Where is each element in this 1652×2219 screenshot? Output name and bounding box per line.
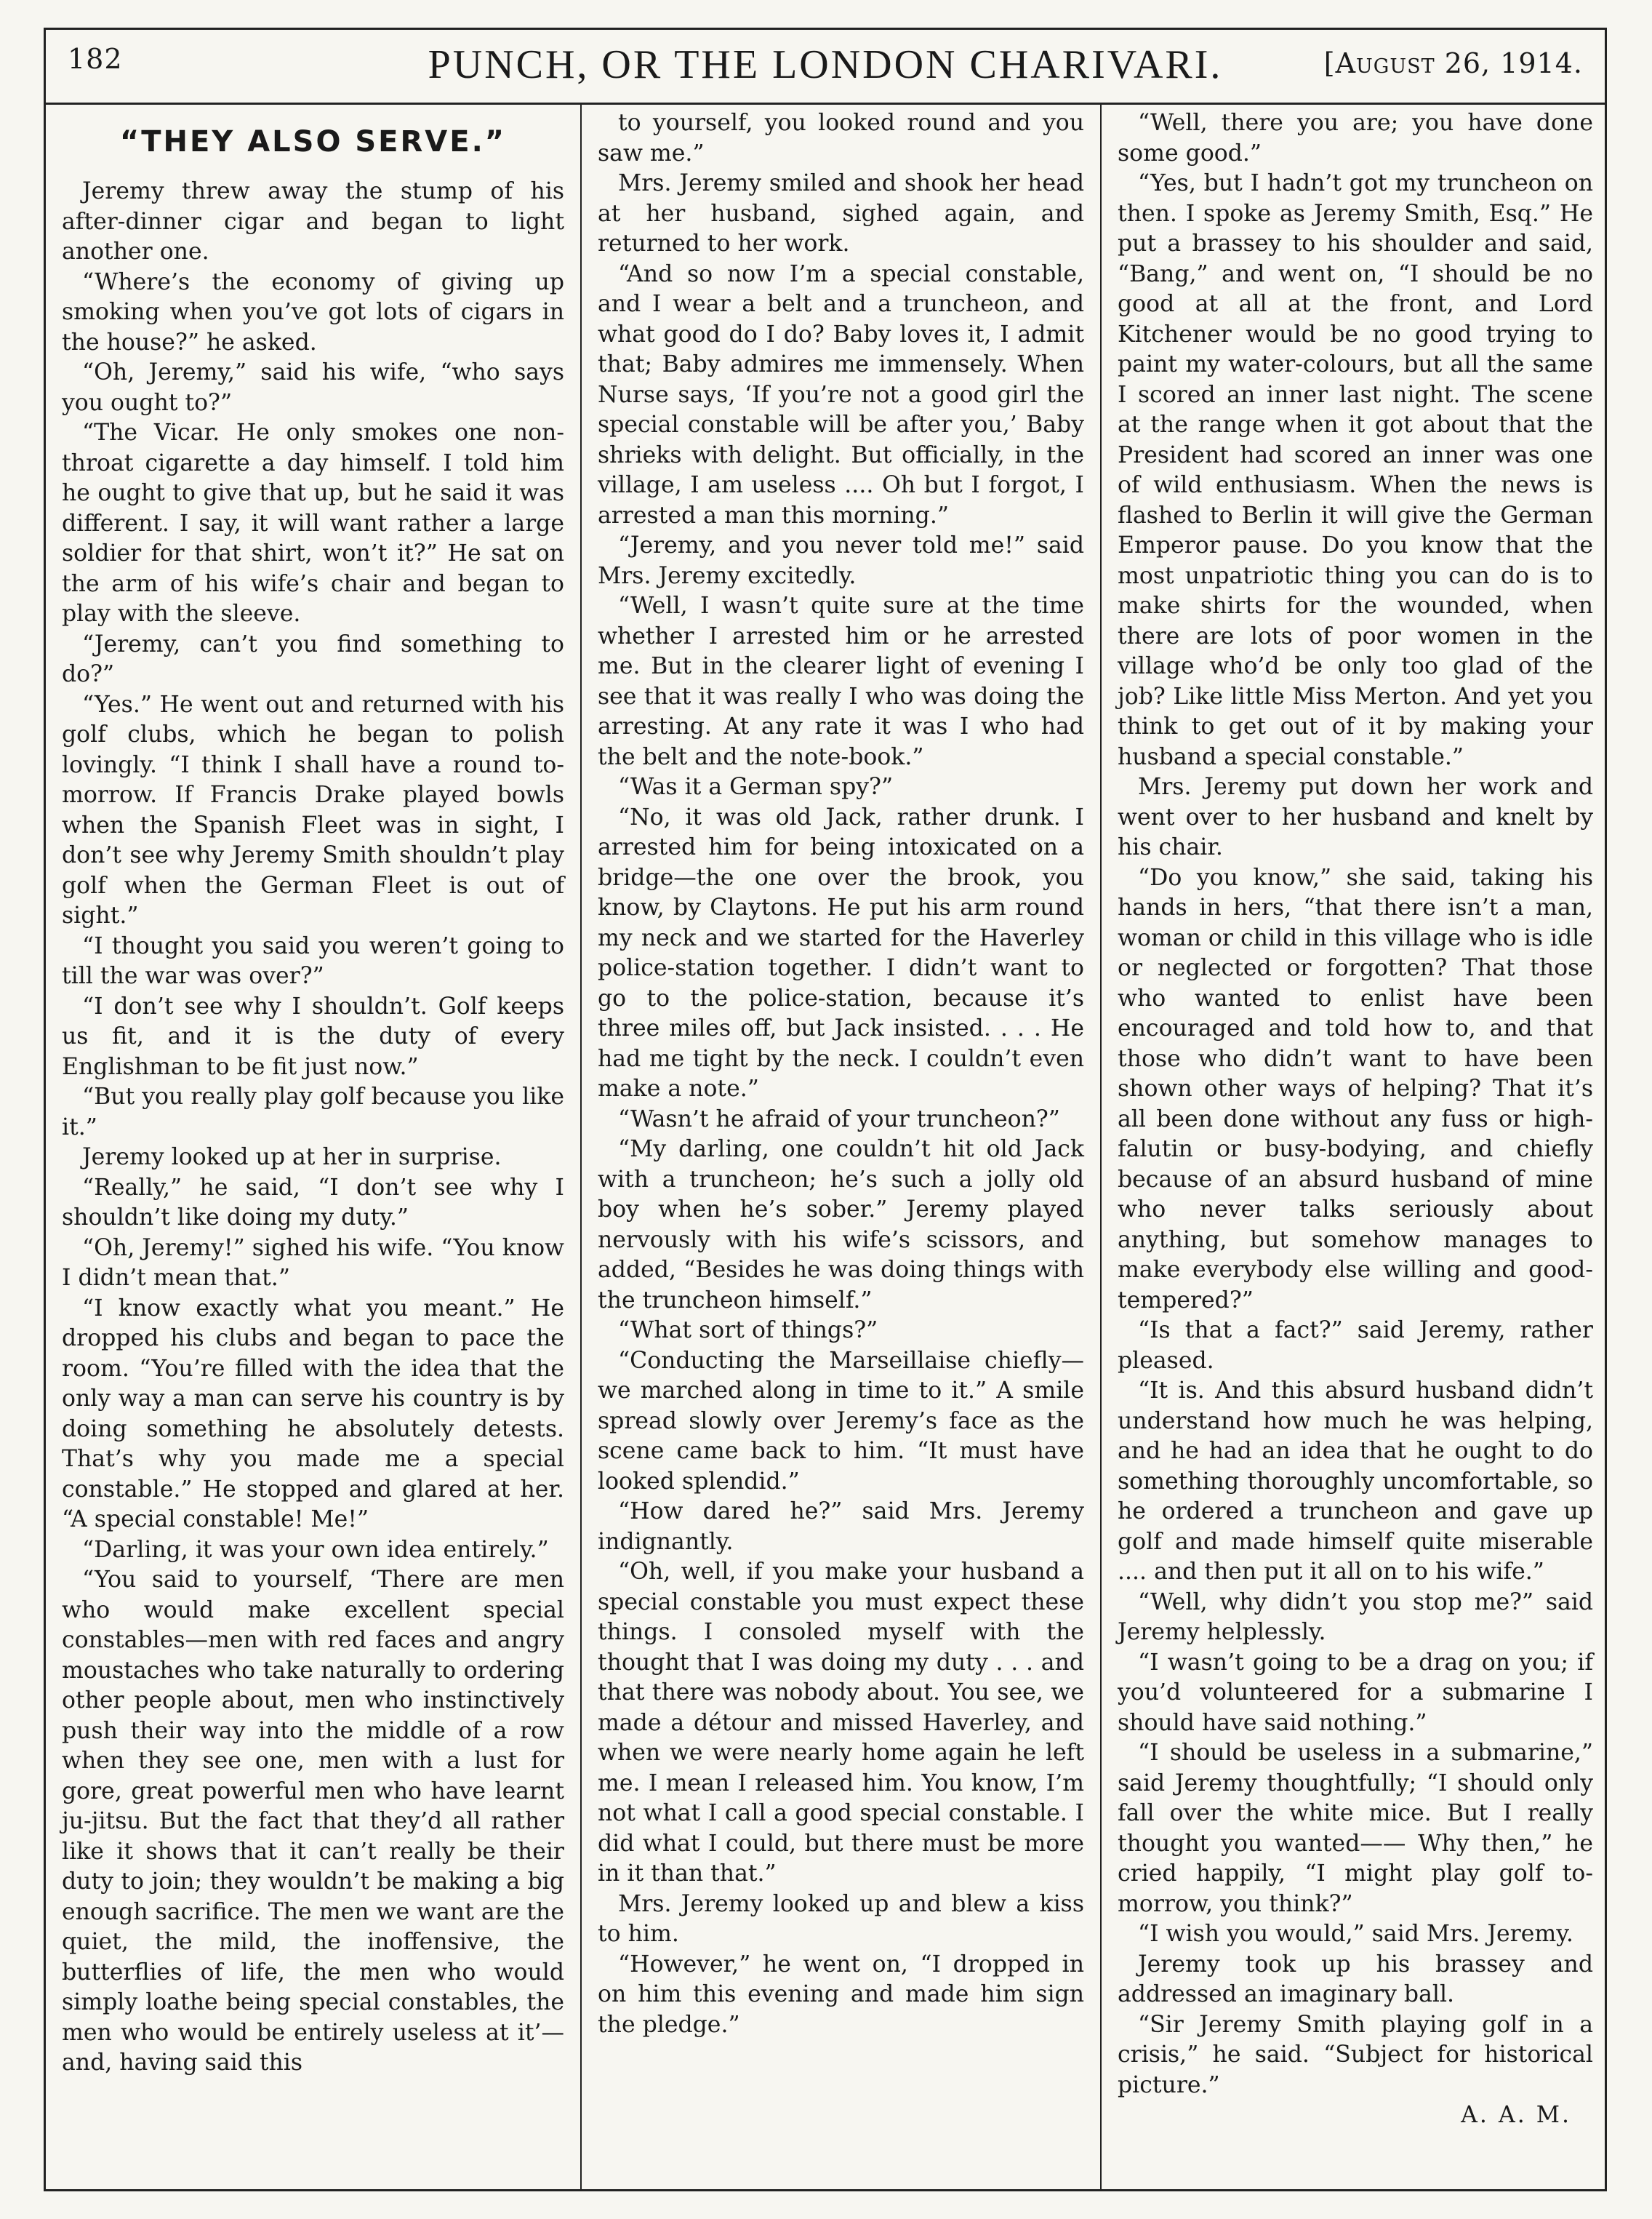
- paragraph: “I should be useless in a submarine,” said Jeremy thoughtfully; “I should only fall over the white mice. But I really thought you wanted—— Why then,” he cried happily, “I might play golf to-morrow, you think?”: [1118, 1740, 1593, 1917]
- paragraph: Jeremy threw away the stump of his after-dinner cigar and began to light another one.: [62, 178, 564, 265]
- paragraph: “And so now I’m a special constable, and I wear a belt and a truncheon, and what good do I do? Baby loves it, I admit that; Baby admires me immensely. When Nurse says, ‘If you’re not a good girl the special constable will be after you,’ Baby shrieks with delight. But officially, in the village, I am useless .... Oh but I forgot, I arrested a man this morning.”: [598, 260, 1084, 529]
- paragraph: to yourself, you looked round and you saw me.”: [598, 110, 1084, 167]
- paragraph: “Oh, Jeremy,” said his wife, “who says you ought to?”: [62, 359, 564, 416]
- paragraph: “No, it was old Jack, rather drunk. I arrested him for being intoxicated on a bridge—the one over the brook, you know, by Claytons. He put his arm round my neck and we started for the Haverley police-station together. I didn’t want to go to the police-station, because it’s three miles off, but Jack insisted. . . . He had me tight by the neck. I couldn’t even make a note.”: [598, 804, 1084, 1102]
- paragraph: “What sort of things?”: [618, 1317, 878, 1343]
- paragraph: Mrs. Jeremy put down her work and went over to her husband and knelt by his chair.: [1118, 774, 1593, 860]
- paragraph: “Oh, Jeremy!” sighed his wife. “You know I didn’t mean that.”: [62, 1234, 564, 1291]
- paragraph: “Well, I wasn’t quite sure at the time whether I arrested him or he arrested me. But in the clearer light of evening I see that it was really I who was doing the arresting. At any rate it was I who had the belt and the note-book.”: [598, 593, 1084, 770]
- paragraph: “I wasn’t going to be a drag on you; if you’d volunteered for a submarine I should have said nothing.”: [1118, 1649, 1593, 1736]
- paragraph: “But you really play golf because you like it.”: [62, 1084, 564, 1140]
- paragraph: “Well, why didn’t you stop me?” said Jeremy helplessly.: [1118, 1588, 1593, 1645]
- article-body: [46, 103, 1605, 2189]
- paragraph: “I know exactly what you meant.” He dropped his clubs and began to pace the room. “You’re filled with the idea that the only way a man can serve his country is by doing something he absolutely detests. That’s why you made me a special constable.” He stopped and glared at her. “A special constable! Me!”: [62, 1295, 564, 1532]
- paragraph: “My darling, one couldn’t hit old Jack with a truncheon; he’s such a jolly old boy when he’s sober.” Jeremy played nervously with his wife’s scissors, and added, “Besides he was doing things with the truncheon himself.”: [598, 1136, 1084, 1314]
- paragraph: “I wish you would,” said Mrs. Jeremy.: [1138, 1921, 1573, 1947]
- column-1: [46, 103, 580, 2189]
- paragraph: “Yes, but I hadn’t got my truncheon on then. I spoke as Jeremy Smith, Esq.” He put a brassey to his shoulder and said, “Bang,” and went on, “I should be no good at all at the front, and Lord Kitchener would be no good trying to paint my water-colours, but all the same I scored an inner last night. The scene at the range when it got about that the President had scored an inner was one of wild enthusiasm. When the news is flashed to Berlin it will give the German Emperor pause. Do you know that the most unpatriotic thing you can do is to make shirts for the wounded, when there are lots of poor women in the village who’d be only too glad of the job? Like little Miss Merton. And yet you think to get out of it by making your husband a special constable.”: [1118, 170, 1593, 770]
- issue-date: [August 26, 1914.: [1323, 47, 1583, 79]
- publication-title: PUNCH, OR THE LONDON CHARIVARI.: [428, 42, 1223, 87]
- paragraph: “Really,” he said, “I don’t see why I shouldn’t like doing my duty.”: [62, 1174, 564, 1231]
- column-2: [580, 103, 1100, 2189]
- paragraph: “Sir Jeremy Smith playing golf in a crisis,” he said. “Subject for historical picture.”: [1118, 2011, 1593, 2098]
- column-3: [1100, 103, 1609, 2189]
- paragraph: Mrs. Jeremy looked up and blew a kiss to him.: [598, 1890, 1084, 1947]
- paragraph: “Is that a fact?” said Jeremy, rather pleased.: [1118, 1317, 1593, 1374]
- paragraph: “How dared he?” said Mrs. Jeremy indignantly.: [598, 1498, 1084, 1555]
- paragraph: Jeremy looked up at her in surprise.: [82, 1144, 502, 1170]
- paragraph: Mrs. Jeremy smiled and shook her head at her husband, sighed again, and returned to her work.: [598, 170, 1084, 257]
- paragraph: “Do you know,” she said, taking his hands in hers, “that there isn’t a man, woman or child in this village who is idle or neglected or forgotten? That those who wanted to enlist have been encouraged and told how to, and that those who didn’t want to have been shown other ways of helping? That it’s all been done without any fuss or high-falutin or busy-bodying, and chiefly because of an absurd husband of mine who never talks seriously about anything, but somehow manages to make everybody else willing and good-tempered?”: [1118, 864, 1593, 1314]
- paragraph: “I thought you said you weren’t going to till the war was over?”: [62, 932, 564, 989]
- paragraph: “The Vicar. He only smokes one non-throat cigarette a day himself. I told him he ought to give that up, but he said it was different. I say, it will want rather a large soldier for that shirt, won’t it?” He sat on the arm of his wife’s chair and began to play with the sleeve.: [62, 420, 564, 627]
- paragraph: “Jeremy, and you never told me!” said Mrs. Jeremy excitedly.: [598, 532, 1084, 589]
- paragraph: “Well, there you are; you have done some good.”: [1118, 110, 1593, 167]
- paragraph: “Darling, it was your own idea entirely.”: [82, 1536, 549, 1563]
- author-signature: A. A. M.: [1461, 2102, 1571, 2128]
- magazine-page: [44, 28, 1607, 2191]
- paragraph: “Oh, well, if you make your husband a special constable you must expect these things. I consoled myself with the thought that I was doing my duty . . . and that there was nobody about. You see, we made a détour and missed Haverley, and when we were nearly home again he left me. I mean I released him. You know, I’m not what I call a good special constable. I did what I could, but there must be more in it than that.”: [598, 1559, 1084, 1887]
- paragraph: “I don’t see why I shouldn’t. Golf keeps us fit, and it is the duty of every Englishman to be fit just now.”: [62, 993, 564, 1080]
- paragraph: “It is. And this absurd husband didn’t understand how much he was helping, and he had an idea that he ought to do something thoroughly uncomfortable, so he ordered a truncheon and gave up golf and made himself quite miserable .... and then put it all on to his wife.”: [1118, 1378, 1593, 1585]
- page-number: 182: [68, 43, 123, 75]
- paragraph: Jeremy took up his brassey and addressed an imaginary ball.: [1118, 1951, 1593, 2007]
- paragraph: “However,” he went on, “I dropped in on him this evening and made him sign the pledge.”: [598, 1951, 1084, 2038]
- paragraph: “Yes.” He went out and returned with his golf clubs, which he began to polish lovingly. “I think I shall have a round to-morrow. If Francis Drake played bowls when the Spanish Fleet was in sight, I don’t see why Jeremy Smith shouldn’t play golf when the German Fleet is out of sight.”: [62, 691, 564, 929]
- paragraph: “Conducting the Marseillaise chiefly—we marched along in time to it.” A smile spread slowly over Jeremy’s face as the scene came back to him. “It must have looked splendid.”: [598, 1347, 1084, 1495]
- article-title: “THEY ALSO SERVE.”: [119, 125, 507, 159]
- paragraph: “Was it a German spy?”: [618, 774, 894, 800]
- paragraph: “Where’s the economy of giving up smoking when you’ve got lots of cigars in the house?” he asked.: [62, 268, 564, 356]
- paragraph: “Wasn’t he afraid of your truncheon?”: [618, 1105, 1060, 1132]
- paragraph: “You said to yourself, ‘There are men who would make excellent special constables—men with red faces and angry moustaches who take naturally to ordering other people about, men who instinctively push their way into the middle of a row when they see one, men with a lust for gore, great powerful men who have learnt ju-jitsu. But the fact that they’d all rather like it shows that it can’t really be their duty to join; they wouldn’t be making a big enough sacrifice. The men we want are the quiet, the mild, the inoffensive, the butterflies of life, the men who would simply loathe being special constables, the men who would be entirely useless at it’—and, having said this: [62, 1567, 564, 2076]
- paragraph: “Jeremy, can’t you find something to do?”: [62, 631, 564, 687]
- page-header: [46, 30, 1605, 105]
